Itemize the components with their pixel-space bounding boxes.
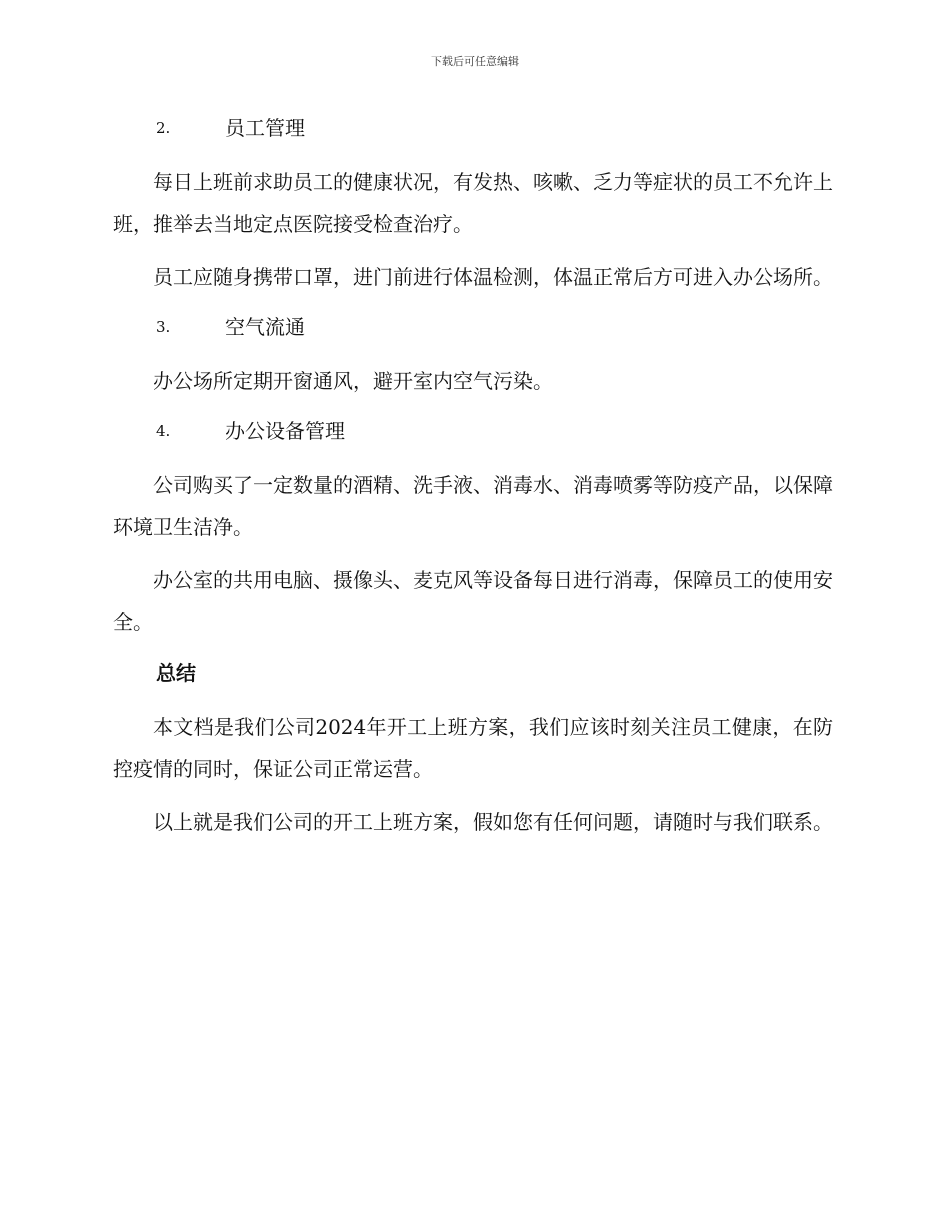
paragraph: 以上就是我们公司的开工上班方案，假如您有任何问题，请随时与我们联系。: [153, 810, 833, 834]
section-number: 4.: [156, 422, 171, 440]
paragraph: 公司购买了一定数量的酒精、洗手液、消毒水、消毒喷雾等防疫产品，以保障环境卫生洁净。: [113, 473, 833, 539]
section-number: 3.: [156, 318, 171, 336]
section-heading-4: [113, 415, 833, 447]
section-heading-3: [113, 311, 833, 343]
section-heading-2: [113, 112, 833, 144]
document-body: [113, 110, 833, 843]
summary-heading: 总结: [156, 661, 196, 685]
paragraph: 员工应随身携带口罩，进门前进行体温检测，体温正常后方可进入办公场所。: [153, 265, 833, 289]
paragraph: 办公场所定期开窗通风，避开室内空气污染。: [153, 369, 553, 393]
section-number: 2.: [156, 119, 171, 137]
paragraph: 本文档是我们公司2024年开工上班方案，我们应该时刻关注员工健康，在防控疫情的同时，保证公司正常运营。: [113, 715, 833, 781]
paragraph: 办公室的共用电脑、摄像头、麦克风等设备每日进行消毒，保障员工的使用安全。: [113, 568, 833, 634]
section-title: 员工管理: [225, 116, 305, 140]
section-title: 办公设备管理: [225, 419, 345, 443]
page-header: 下载后可任意编辑: [431, 55, 519, 68]
section-title: 空气流通: [225, 315, 305, 339]
paragraph: 每日上班前求助员工的健康状况，有发热、咳嗽、乏力等症状的员工不允许上班，推举去当地定点医院接受检查治疗。: [113, 170, 833, 236]
